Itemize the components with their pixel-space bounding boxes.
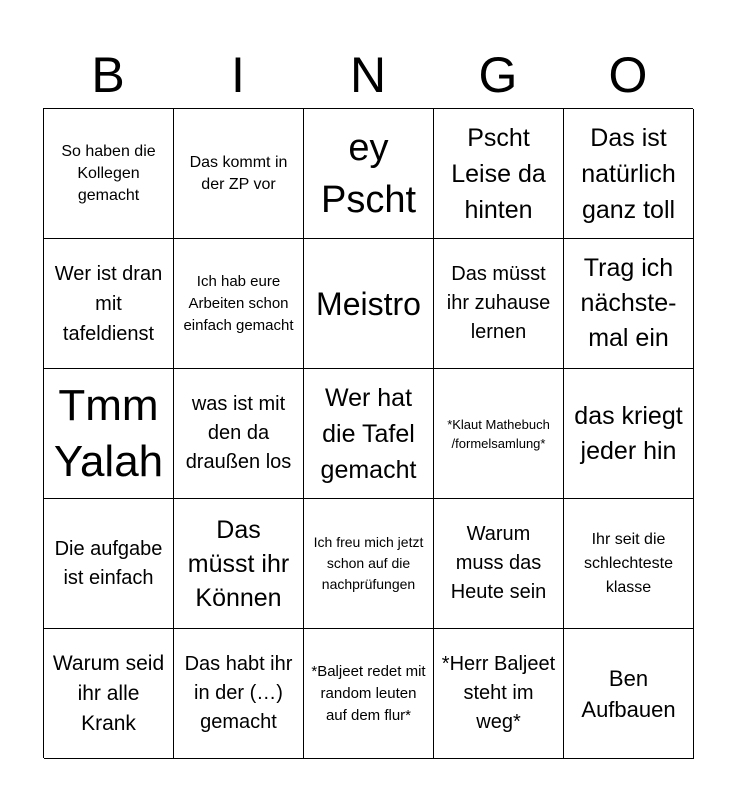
bingo-cell[interactable]: [434, 109, 564, 239]
bingo-cell[interactable]: [44, 629, 174, 759]
cell-text: Das müsst ihr Können: [187, 515, 290, 612]
bingo-cell[interactable]: [174, 369, 304, 499]
header-letter-g: G: [478, 47, 518, 103]
cell-text: Das ist natürlich ganz toll: [581, 123, 676, 224]
bingo-cell[interactable]: [304, 109, 434, 239]
bingo-cell[interactable]: [304, 629, 434, 759]
bingo-cell[interactable]: [44, 239, 174, 369]
cell-text: was ist mit den da draußen los: [185, 393, 292, 473]
bingo-cell[interactable]: [434, 499, 564, 629]
bingo-cell[interactable]: [434, 239, 564, 369]
cell-text: Das habt ihr in der (…) gemacht: [184, 653, 293, 733]
header-letter-b: B: [91, 47, 125, 103]
bingo-cell[interactable]: [44, 369, 174, 499]
cell-text: Die aufgabe ist einfach: [54, 537, 163, 589]
bingo-cell[interactable]: [44, 499, 174, 629]
cell-text: *Baljeet redet mit random leuten auf dem flur*: [311, 662, 426, 724]
cell-text: Ich freu mich jetzt schon auf die nachprüfungen: [313, 534, 424, 592]
bingo-cell[interactable]: [564, 499, 694, 629]
cell-text: Wer ist dran mit tafeldienst: [54, 262, 163, 345]
header-letter-i: I: [231, 47, 245, 103]
bingo-cell[interactable]: [564, 369, 694, 499]
bingo-cell[interactable]: [174, 629, 304, 759]
cell-text: Warum muss das Heute sein: [450, 523, 547, 603]
bingo-cell[interactable]: [304, 499, 434, 629]
bingo-cell[interactable]: [304, 239, 434, 369]
cell-text: Ich hab eure Arbeiten schon einfach gemacht: [183, 272, 294, 334]
cell-text: *Herr Baljeet steht im weg*: [441, 653, 556, 733]
cell-text: Ihr seit die schlechteste klasse: [584, 530, 673, 596]
bingo-cell[interactable]: [174, 499, 304, 629]
cell-text: Das kommt in der ZP vor: [189, 153, 288, 193]
cell-text: Tmm Yalah: [53, 380, 164, 486]
cell-text: Wer hat die Tafel gemacht: [320, 383, 417, 484]
bingo-cell[interactable]: [434, 629, 564, 759]
bingo-header: [43, 46, 693, 104]
bingo-cell[interactable]: [304, 369, 434, 499]
bingo-cell[interactable]: [564, 239, 694, 369]
cell-text: ey Pscht: [320, 126, 417, 221]
cell-text: Warum seid ihr alle Krank: [52, 651, 165, 735]
bingo-cell[interactable]: [174, 109, 304, 239]
cell-text: Pscht Leise da hinten: [451, 123, 546, 224]
bingo-grid: [43, 108, 693, 758]
header-letter-o: O: [608, 47, 648, 103]
cell-text: Trag ich nächste-mal ein: [580, 254, 677, 352]
header-letter-n: N: [349, 47, 387, 103]
cell-text: Meistro: [316, 285, 421, 322]
bingo-cell[interactable]: [174, 239, 304, 369]
cell-text: das kriegt jeder hin: [574, 401, 683, 465]
cell-text: Das müsst ihr zuhause lernen: [446, 263, 551, 343]
cell-text: *Klaut Mathebuch /formelsamlung*: [447, 416, 550, 451]
bingo-cell[interactable]: [564, 109, 694, 239]
cell-text: So haben die Kollegen gemacht: [61, 142, 156, 204]
bingo-cell[interactable]: [564, 629, 694, 759]
cell-text: Ben Aufbauen: [581, 665, 676, 722]
bingo-cell[interactable]: [44, 109, 174, 239]
bingo-cell[interactable]: [434, 369, 564, 499]
